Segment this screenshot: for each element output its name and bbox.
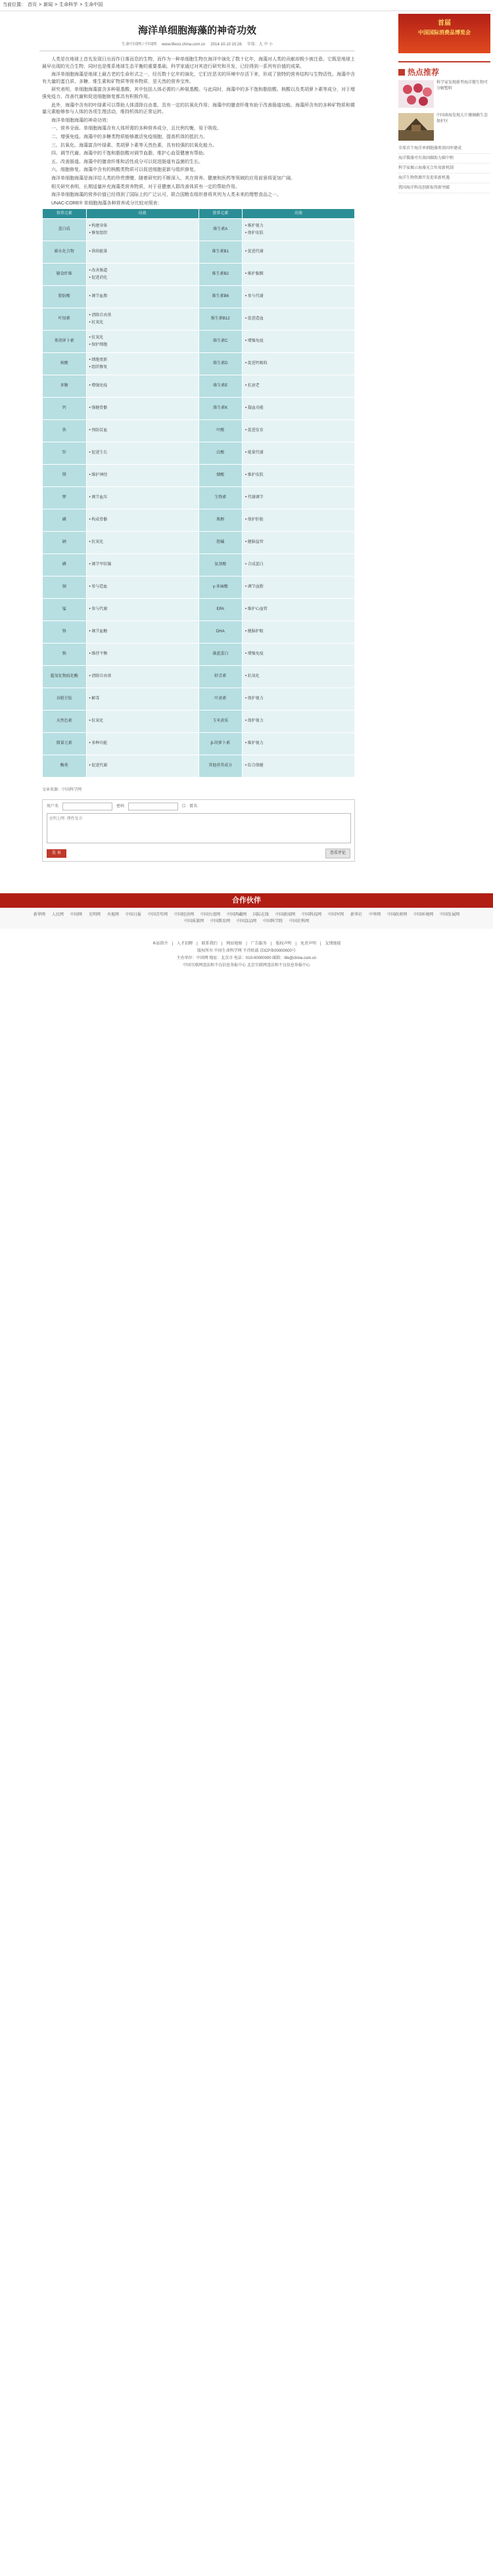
effect-item: • 参与代谢 <box>89 606 196 613</box>
thumbnail-image <box>398 80 434 108</box>
nutrient-effect <box>243 420 355 442</box>
footer-nav-link[interactable]: 本站简介 <box>152 942 168 947</box>
footer-nav-link[interactable]: 人才招聘 <box>177 942 193 947</box>
article-body <box>0 57 394 862</box>
nutrient-name: 肌醇 <box>199 509 243 532</box>
table-row <box>43 532 355 554</box>
nutrient-effect <box>243 644 355 666</box>
effect-item: • 供给能量 <box>89 248 196 256</box>
footer <box>0 941 493 970</box>
nutrient-name: 虾青素 <box>199 666 243 688</box>
footer-line: 主办单位：中国网 地址：北京市 电话：010-00000000 邮箱：life@china.com.cn <box>176 956 317 961</box>
nutrient-effect <box>243 487 355 509</box>
effect-item: • 预防贫血 <box>89 427 196 434</box>
breadcrumb <box>0 0 493 11</box>
partner-link[interactable]: 中华网 <box>369 913 381 918</box>
sidebar-link[interactable]: 科学家揭示海藻光合作用新机制 <box>398 166 490 174</box>
partner-title: 合作伙伴 <box>0 893 493 908</box>
partner-link[interactable]: 中国军网 <box>328 913 344 918</box>
nutrient-name: 脂肪酸 <box>43 286 87 308</box>
effect-item: • 调节血压 <box>89 494 196 502</box>
effect-item: • 维护视力 <box>245 740 352 747</box>
nutrient-effect <box>86 666 199 688</box>
paragraph: 海洋单细胞海藻是地球上最古老的生命形式之一，经历数十亿年的演化，它们在恶劣的环境中存活下来，形成了独特的营养结构与生物活性。海藻中含有大量的蛋白质、多糖、维生素和矿物质等营养物质，是天然的营养宝库。 <box>42 72 355 84</box>
nutrient-name: 核酸 <box>43 353 87 375</box>
table-row <box>43 711 355 733</box>
effect-item: • 构建身体 <box>89 223 196 230</box>
footer-nav-link[interactable]: 广告服务 <box>250 942 267 947</box>
nutrient-effect <box>86 241 199 264</box>
effect-item: • 改善肠道 <box>89 268 196 275</box>
effect-item: • 保护皮肤 <box>245 230 352 237</box>
partner-link[interactable]: 央视网 <box>106 913 119 918</box>
meta-item: 2014-10-10 15:26 <box>210 43 242 47</box>
anonymous-checkbox[interactable]: ☐ <box>182 804 186 808</box>
effect-item: • 抗氧化 <box>89 718 196 725</box>
nutrient-name: 维生素B1 <box>199 241 243 264</box>
nutrient-effect <box>243 308 355 331</box>
table-row <box>43 442 355 465</box>
nutrient-effect <box>86 398 199 420</box>
effect-item: • 抗氧化 <box>89 335 196 342</box>
sidebar-list <box>398 146 490 193</box>
nutrient-name: 膳食纤维 <box>43 264 87 286</box>
table-row <box>43 733 355 755</box>
meta-item: 生命中国网 / 中国网 <box>121 43 156 47</box>
table-header: 营养元素 <box>199 209 243 219</box>
thumbnail-image <box>398 113 434 141</box>
separator: | <box>221 942 223 947</box>
nutrient-effect <box>86 465 199 487</box>
effect-item: • 凝血功能 <box>245 405 352 412</box>
nutrient-name: 锰 <box>43 599 87 621</box>
paragraph: 海洋单细胞海藻的营养价值已经得到了国际上的广泛认可，联合国粮农组织曾将其列为人类未来的理想食品之一。 <box>51 193 281 198</box>
nutrient-name: 氨基酸 <box>199 554 243 576</box>
hot-section <box>398 61 490 193</box>
ad-banner[interactable] <box>398 14 490 53</box>
footer-line: 中国互联网违法和不良信息举报中心 北京互联网违法和不良信息举报中心 <box>183 964 310 968</box>
hot-title-text: 热点推荐 <box>408 68 440 77</box>
effect-item: • 调节血脂 <box>89 293 196 300</box>
password-input[interactable] <box>128 803 178 810</box>
effect-item: • 调节血脂 <box>245 584 352 591</box>
footer-nav-link[interactable]: 版权声明 <box>275 942 292 947</box>
partner-link[interactable]: 中国网 <box>70 913 82 918</box>
table-row <box>43 331 355 353</box>
ad-line1: 首届 <box>438 20 451 27</box>
nutrient-effect <box>86 576 199 599</box>
partner-link[interactable]: 中国社科网 <box>289 920 310 924</box>
effect-item: • 保护视力 <box>245 718 352 725</box>
separator: | <box>172 942 174 947</box>
view-comments-button[interactable]: 查看评论 <box>325 849 350 858</box>
nutrient-name: 叶黄素 <box>199 688 243 711</box>
separator: | <box>246 942 247 947</box>
nutrient-effect <box>86 442 199 465</box>
effect-item: • 抗衰老 <box>245 383 352 390</box>
footer-nav <box>0 941 493 948</box>
effect-item: • 维护黏膜 <box>245 271 352 278</box>
partner-link[interactable]: 中国政府网 <box>387 913 408 918</box>
nutrient-effect <box>243 532 355 554</box>
effect-item: • 维护神经 <box>89 472 196 479</box>
nutrient-effect <box>243 599 355 621</box>
nutrient-effect <box>243 733 355 755</box>
paragraph: 二、增强免疫。海藻中的多糖类物质能够激活免疫细胞，提高机体的抵抗力。 <box>51 134 208 139</box>
nutrient-effect <box>243 509 355 532</box>
paragraph: 海洋单细胞海藻是海洋给人类的珍贵馈赠，随着研究的不断深入，其在营养、健康和医药等领域的应用前景将更加广阔。 <box>51 176 295 181</box>
effect-item: • 抗氧化 <box>245 673 352 680</box>
hot-icon <box>398 69 405 76</box>
username-input[interactable] <box>62 803 112 810</box>
effect-item: • 增强免疫 <box>245 338 352 345</box>
nutrient-name: 碳水化合物 <box>43 241 87 264</box>
effect-item: • 抗氧化 <box>89 539 196 546</box>
table-row <box>43 688 355 711</box>
table-row <box>43 487 355 509</box>
nutrition-table <box>42 208 355 778</box>
table-row <box>43 755 355 778</box>
partner-link[interactable]: 光明网 <box>88 913 101 918</box>
effect-item: • 健脑护眼 <box>245 628 352 636</box>
nutrient-name: 谷胱甘肽 <box>43 688 87 711</box>
breadcrumb-item: > <box>55 3 58 7</box>
table-row <box>43 219 355 241</box>
nutrient-effect <box>86 331 199 353</box>
nutrient-name: γ-亚麻酸 <box>199 576 243 599</box>
table-header: 功效 <box>243 209 355 219</box>
effect-item: • 组织修复 <box>89 364 196 371</box>
hot-item-text: 中国南海发现大片珊瑚礁生态保护区 <box>436 114 488 124</box>
partner-link[interactable]: 中国发展网 <box>440 913 460 918</box>
nutrient-name: 维生素D <box>199 353 243 375</box>
table-row <box>43 353 355 375</box>
footer-nav-link[interactable]: 联系我们 <box>201 942 218 947</box>
table-row <box>43 509 355 532</box>
paragraph: 六、细胞修复。海藻中含有的核酸类物质可以促进细胞更新与组织修复。 <box>51 168 199 173</box>
effect-item: • 参与代谢 <box>245 293 352 300</box>
nutrient-name: 烟酸 <box>199 465 243 487</box>
nutrient-name: 超氧化物歧化酶 <box>43 666 87 688</box>
nutrient-effect <box>86 688 199 711</box>
table-row <box>43 554 355 576</box>
table-row <box>43 398 355 420</box>
separator: | <box>197 942 198 947</box>
nutrient-name: 天然色素 <box>43 711 87 733</box>
effect-item: • 增强免疫 <box>89 383 196 390</box>
effect-item: • 强健骨骼 <box>89 405 196 412</box>
paragraph: 一、营养全面。单细胞海藻含有人体所需的多种营养成分，且比例均衡，易于吸收。 <box>51 126 222 131</box>
effect-item: • 维护皮肤 <box>245 472 352 479</box>
table-row <box>43 241 355 264</box>
partner-link[interactable]: 中国新闻网 <box>275 913 296 918</box>
partner-link[interactable]: 中国经济网 <box>174 913 194 918</box>
effect-item: • 合成蛋白 <box>245 561 352 569</box>
footer-nav-link[interactable]: 网站地图 <box>226 942 243 947</box>
nutrient-name: 维生素B12 <box>199 308 243 331</box>
paragraph: 海洋单细胞海藻的神奇功效： <box>51 118 111 123</box>
password-label: 密码 <box>116 804 125 808</box>
sidebar-link[interactable]: 全球首个海洋单细胞藻类基因库建成 <box>398 146 490 154</box>
sidebar-link[interactable]: 海洋微藻可有效固碳助力碳中和 <box>398 156 490 164</box>
effect-item: • 修复组织 <box>89 230 196 237</box>
table-row <box>43 666 355 688</box>
effect-item: • 增强免疫 <box>245 651 352 658</box>
nutrient-effect <box>243 621 355 644</box>
footer-nav-link[interactable]: 友情链接 <box>325 942 341 947</box>
effect-item: • 健脑益智 <box>245 539 352 546</box>
nutrient-name: 维生素B6 <box>199 286 243 308</box>
effect-item: • 促进造血 <box>245 316 352 323</box>
separator: | <box>319 942 321 947</box>
nutrient-name: 钠 <box>43 644 87 666</box>
nutrient-name: 锌 <box>43 442 87 465</box>
nutrient-name: 类胡萝卜素 <box>43 331 87 353</box>
sidebar-link[interactable]: 海洋生物资源开发迎来新机遇 <box>398 176 490 183</box>
effect-item: • 保护肝脏 <box>245 517 352 524</box>
nutrient-name: β-胡萝卜素 <box>199 733 243 755</box>
partner-link[interactable]: 中国质量网 <box>183 920 204 924</box>
nutrient-name: 酶类 <box>43 755 87 778</box>
nutrient-name: 生物素 <box>199 487 243 509</box>
nutrient-effect <box>86 308 199 331</box>
submit-button[interactable]: 发 表 <box>47 849 66 858</box>
nutrient-effect <box>243 375 355 398</box>
nutrient-name: 维生素K <box>199 398 243 420</box>
partner-link[interactable]: 中国教育网 <box>210 920 230 924</box>
nutrient-effect <box>86 733 199 755</box>
nutrient-effect <box>86 286 199 308</box>
paragraph: 相关研究表明，长期适量补充海藻类营养物质，对于亚健康人群改善体质有一定的帮助作用。 <box>51 184 240 189</box>
meta-item: www.lifesci.china.com.cn <box>161 43 206 47</box>
hot-title <box>398 62 490 80</box>
table-row <box>43 420 355 442</box>
effect-item: • 维护视力 <box>245 223 352 230</box>
nutrient-effect <box>243 554 355 576</box>
effect-item: • 参与造血 <box>89 584 196 591</box>
nutrient-name: 钙 <box>43 398 87 420</box>
partner-link[interactable]: 中国科技网 <box>302 913 322 918</box>
partner-link[interactable]: 中国科学院 <box>263 920 283 924</box>
effect-item: • 促进钙吸收 <box>245 360 352 367</box>
nutrient-effect <box>243 755 355 778</box>
breadcrumb-item: > <box>39 3 42 7</box>
nutrient-effect <box>86 532 199 554</box>
nutrient-effect <box>86 644 199 666</box>
nutrient-effect <box>243 241 355 264</box>
partner-links <box>0 908 493 929</box>
nutrient-name: 镁 <box>43 465 87 487</box>
effect-item: • 代谢调节 <box>245 494 352 502</box>
nutrient-effect <box>86 487 199 509</box>
nutrient-effect <box>243 398 355 420</box>
article-meta <box>0 41 394 47</box>
partner-link[interactable]: 中国食品网 <box>236 920 256 924</box>
ad-line2: 中国国际消费品博览会 <box>418 30 471 35</box>
nutrient-name: 玉米黄质 <box>199 711 243 733</box>
nutrient-name: 铬 <box>43 621 87 644</box>
nutrient-name: 铜 <box>43 576 87 599</box>
effect-item: • 抗氧化 <box>89 319 196 327</box>
partner-link[interactable]: 新华社 <box>350 913 363 918</box>
nutrient-name: 维生素E <box>199 375 243 398</box>
nutrient-name: 藻蓝蛋白 <box>199 644 243 666</box>
effect-item: • 多种功能 <box>89 740 196 747</box>
nutrient-effect <box>86 711 199 733</box>
breadcrumb-item[interactable]: 首页 <box>28 3 37 7</box>
effect-item: • 能量代谢 <box>245 450 352 457</box>
partner-link[interactable]: 人民网 <box>51 913 64 918</box>
nutrient-effect <box>86 554 199 576</box>
breadcrumb-item: 当前位置： <box>3 3 26 7</box>
partner-section <box>0 893 493 929</box>
nutrient-name: 蛋白质 <box>43 219 87 241</box>
effect-item: • 促进生长 <box>89 450 196 457</box>
separator: | <box>270 942 272 947</box>
breadcrumb-item[interactable]: 生命科学 <box>59 3 78 7</box>
breadcrumb-item[interactable]: 新闻 <box>43 3 53 7</box>
table-row <box>43 644 355 666</box>
nutrient-effect <box>243 331 355 353</box>
paragraph: 此外，海藻中含有的叶绿素可以帮助人体清除自由基，具有一定的抗氧化作用；海藻中的膳食纤维有助于改善肠道功能。海藻所含有的多种矿物质和微量元素能够参与人体的各项生理活动，维持机体的正常运转。 <box>42 103 355 115</box>
partner-link[interactable]: 中国台湾网 <box>200 913 220 918</box>
nutrient-effect <box>243 264 355 286</box>
nutrient-name: 多糖 <box>43 375 87 398</box>
nutrient-name: EPA <box>199 599 243 621</box>
nutrient-effect <box>243 219 355 241</box>
nutrient-name: 胆碱 <box>199 532 243 554</box>
nutrient-effect <box>86 420 199 442</box>
table-row <box>43 576 355 599</box>
paragraph: 五、改善肠道。海藻中的膳食纤维和活性成分可以促进肠道有益菌的生长。 <box>51 159 203 164</box>
effect-item: • 促进代谢 <box>245 248 352 256</box>
nutrient-name: 叶绿素 <box>43 308 87 331</box>
footer-nav-link[interactable]: 免责声明 <box>300 942 316 947</box>
nutrient-effect <box>86 509 199 532</box>
paragraph: 三、抗氧化。海藻富含叶绿素、类胡萝卜素等天然色素，具有较强的抗氧化能力。 <box>51 143 217 148</box>
nutrient-effect <box>243 688 355 711</box>
hot-item-text: 科学家发现新型海洋微生物可分解塑料 <box>436 81 488 91</box>
nutrient-name: 微量元素 <box>43 733 87 755</box>
breadcrumb-item[interactable]: 生命中国 <box>84 3 103 7</box>
nutrient-effect <box>86 599 199 621</box>
nutrient-name: 碘 <box>43 554 87 576</box>
table-row <box>43 308 355 331</box>
nutrient-effect <box>86 755 199 778</box>
comment-form <box>42 799 355 862</box>
effect-item: • 细胞更新 <box>89 357 196 364</box>
partner-link[interactable]: 中国环境网 <box>413 913 434 918</box>
nutrient-name: 泛酸 <box>199 442 243 465</box>
table-header: 功效 <box>86 209 199 219</box>
nutrient-effect <box>243 465 355 487</box>
nutrient-effect <box>86 264 199 286</box>
partner-link[interactable]: 国际在线 <box>253 913 270 918</box>
page <box>0 0 493 970</box>
nutrient-effect <box>243 442 355 465</box>
effect-item: • 清除自由基 <box>89 673 196 680</box>
effect-item: • 清除自由基 <box>89 312 196 319</box>
separator: | <box>295 942 296 947</box>
nutrient-name: 叶酸 <box>199 420 243 442</box>
anonymous-label: 匿名 <box>189 804 198 808</box>
table-header: 营养元素 <box>43 209 87 219</box>
effect-item: • 促进发育 <box>245 427 352 434</box>
paragraph: 研究表明，单细胞海藻富含多种氨基酸，其中包括人体必需的八种氨基酸。与此同时，海藻中的多不饱和脂肪酸、核酸以及类胡萝卜素等成分，对于增强免疫力、改善代谢和促进细胞修复都具有积极作用。 <box>42 87 355 99</box>
effect-item: • 解毒 <box>89 695 196 703</box>
table-row <box>43 375 355 398</box>
partner-link[interactable]: 中国西藏网 <box>226 913 246 918</box>
table-title: UNAC-CORE® 单细胞海藻各种营养成分比较对照表： <box>51 200 162 206</box>
nutrient-effect <box>243 286 355 308</box>
sidebar-link[interactable]: 我国海洋科技创新取得新突破 <box>398 185 490 193</box>
nutrient-effect <box>243 353 355 375</box>
comment-textarea[interactable] <box>47 813 351 843</box>
nutrient-name: 钾 <box>43 487 87 509</box>
nutrient-name: DHA <box>199 621 243 644</box>
paragraph: 四、调节代谢。海藻中的不饱和脂肪酸对调节血脂、维护心血管健康有帮助。 <box>51 151 208 156</box>
nutrient-name: 维生素A <box>199 219 243 241</box>
nutrient-name: 磷 <box>43 509 87 532</box>
sidebar <box>394 11 493 862</box>
effect-item: • 综合保健 <box>245 762 352 770</box>
effect-item: • 调节血糖 <box>89 628 196 636</box>
article-source: 文章来源：中国科学网 <box>42 788 82 793</box>
nutrient-effect <box>86 219 199 241</box>
partner-link[interactable]: 新华网 <box>33 913 45 918</box>
hot-item[interactable] <box>398 80 490 108</box>
paragraph: 人类是在地球上首先发现日出而作日落而息的生物，而作为一种单细胞生物在海洋中演化了数十亿年，海藻对人类的贡献却极少被注意。它既是地球上最早出现的光合生物，同时也是维系地球生态平衡的重要基础。科学家通过对其进行研究和开发，已经得到一系列有价值的成果。 <box>42 57 355 69</box>
nutrient-name: 维生素C <box>199 331 243 353</box>
partner-link[interactable]: 中国青年网 <box>147 913 168 918</box>
effect-item: • 促进代谢 <box>89 762 196 770</box>
nutrient-name: 维生素B2 <box>199 264 243 286</box>
breadcrumb-item: > <box>80 3 83 7</box>
table-row <box>43 599 355 621</box>
effect-item: • 维持平衡 <box>89 651 196 658</box>
username-label: 用户名 <box>47 804 59 808</box>
nutrient-effect <box>86 353 199 375</box>
effect-item: • 促进消化 <box>89 275 196 282</box>
table-row <box>43 621 355 644</box>
main-content <box>0 11 394 862</box>
partner-link[interactable]: 中国日报 <box>125 913 141 918</box>
effect-item: • 维护心血管 <box>245 606 352 613</box>
nutrient-effect <box>243 711 355 733</box>
table-row <box>43 465 355 487</box>
effect-item: • 构成骨骼 <box>89 517 196 524</box>
nutrient-name: 铁 <box>43 420 87 442</box>
nutrient-name: 其他营养成分 <box>199 755 243 778</box>
hot-item[interactable] <box>398 113 490 141</box>
effect-item: • 保护视力 <box>245 695 352 703</box>
nutrient-effect <box>243 666 355 688</box>
table-row <box>43 286 355 308</box>
meta-item: 字体：大 中 小 <box>246 43 273 47</box>
nutrient-effect <box>243 576 355 599</box>
nutrient-effect <box>86 621 199 644</box>
nutrient-name: 硒 <box>43 532 87 554</box>
article-title: 海洋单细胞海藻的神奇功效 <box>137 25 256 36</box>
footer-line: 版权所有 中国生命科学网 不得转载 京ICP备00000000号 <box>197 949 296 954</box>
effect-item: • 调节甲状腺 <box>89 561 196 569</box>
table-row <box>43 264 355 286</box>
nutrient-effect <box>86 375 199 398</box>
effect-item: • 保护细胞 <box>89 342 196 349</box>
